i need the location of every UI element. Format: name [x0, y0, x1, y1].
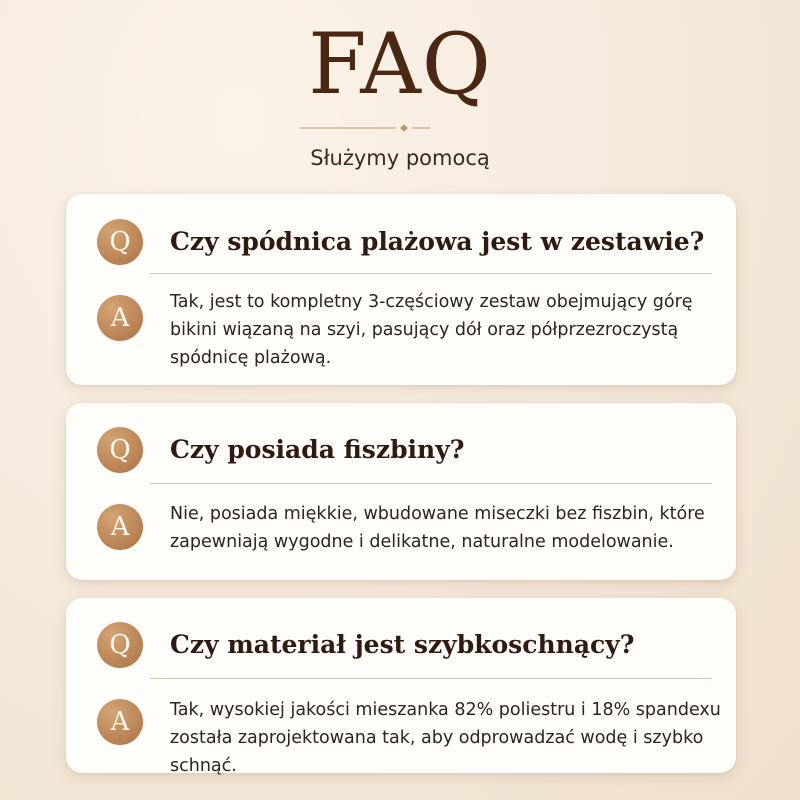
faq-card — [66, 598, 736, 776]
ornament-divider — [300, 123, 430, 133]
faq-question: Czy materiał jest szybkoschnący? — [170, 630, 635, 659]
question-badge: Q — [97, 622, 143, 668]
faq-answer: Tak, jest to kompletny 3-częściowy zestaw obejmujący górę bikini wiązaną na szyi, pasujący dół oraz półprzezroczystą spódnicę plażową. — [170, 292, 693, 368]
answer-badge: A — [97, 295, 143, 341]
faq-question: Czy posiada fiszbiny? — [170, 435, 465, 464]
faq-answer: Nie, posiada miękkie, wbudowane miseczki bez fiszbin, które zapewniają wygodne i delikatne, naturalne modelowanie. — [170, 504, 705, 552]
faq-divider — [150, 483, 712, 484]
answer-badge: A — [97, 699, 143, 745]
faq-question: Czy spódnica plażowa jest w zestawie? — [170, 227, 705, 256]
faq-answer: Tak, wysokiej jakości mieszanka 82% poliestru i 18% spandexu została zaprojektowana tak, aby odprowadzać wodę i szybko schnąć. — [170, 700, 721, 776]
answer-badge: A — [97, 504, 143, 550]
faq-card — [66, 403, 736, 580]
faq-card — [66, 194, 736, 385]
faq-divider — [150, 273, 712, 274]
question-badge: Q — [97, 427, 143, 473]
faq-header — [0, 0, 800, 190]
faq-divider — [150, 678, 712, 679]
question-badge: Q — [97, 219, 143, 265]
page-subtitle: Służymy pomocą — [310, 146, 490, 170]
page-title: FAQ — [308, 15, 492, 113]
